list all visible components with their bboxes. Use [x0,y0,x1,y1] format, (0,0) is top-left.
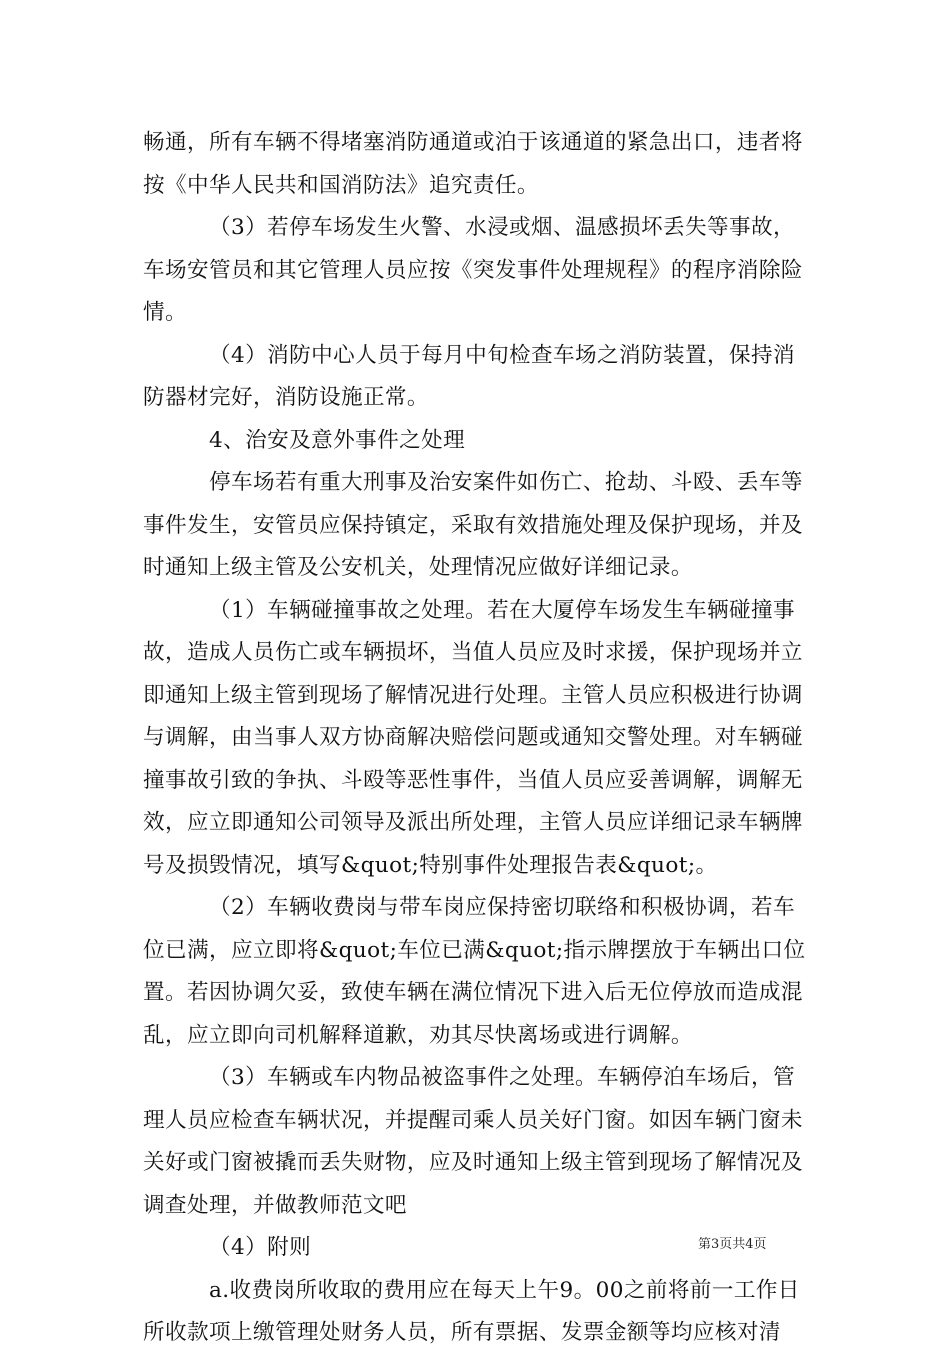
paragraph-3: （4）消防中心人员于每月中旬检查车场之消防装置，保持消防器材完好，消防设施正常。 [143,342,795,410]
paragraph-8: （3）车辆或车内物品被盗事件之处理。车辆停泊车场后，管理人员应检查车辆状况，并提醒司乘人员关好门窗。如因车辆门窗未关好或门窗被撬而丢失财物，应及时通知上级主管到现场了解情况及调查处理，并做教师范文吧 [143,1065,803,1218]
paragraph-1: 畅通，所有车辆不得堵塞消防通道或泊于该通道的紧急出口，违者将按《中华人民共和国消防法》追究责任。 [143,130,803,198]
paragraph-10: a.收费岗所收取的费用应在每天上午9。00之前将前一工作日所收款项上缴管理处财务人员，所有票据、发票金额等均应核对清 [143,1277,800,1345]
paragraph-9: （4）附则 [209,1235,312,1260]
paragraph-7: （2）车辆收费岗与带车岗应保持密切联络和积极协调，若车位已满，应立即将&quot;车位已满&quot;指示牌摆放于车辆出口位置。若因协调欠妥，致使车辆在满位情况下进入后无位停放而造成混乱，应立即向司机解释道歉，劝其尽快离场或进行调解。 [143,895,806,1048]
paragraph-5: 停车场若有重大刑事及治安案件如伤亡、抢劫、斗殴、丢车等事件发生，安管员应保持镇定，采取有效措施处理及保护现场，并及时通知上级主管及公安机关，处理情况应做好详细记录。 [143,470,803,580]
page-number: 第3页共4页 [698,1237,767,1252]
section-heading: 4、治安及意外事件之处理 [209,427,466,453]
paragraph-2: （3）若停车场发生火警、水浸或烟、温感损坏丢失等事故，车场安管员和其它管理人员应按《突发事件处理规程》的程序消除险情。 [143,215,803,325]
document-body [143,122,815,1355]
paragraph-6: （1）车辆碰撞事故之处理。若在大厦停车场发生车辆碰撞事故，造成人员伤亡或车辆损坏，当值人员应及时求援，保护现场并立即通知上级主管到现场了解情况进行处理。主管人员应积极进行协调与调解，由当事人双方协商解决赔偿问题或通知交警处理。对车辆碰撞事故引致的争执、斗殴等恶性事件，当值人员应妥善调解，调解无效，应立即通知公司领导及派出所处理，主管人员应详细记录车辆牌号及损毁情况，填写&quot;特别事件处理报告表&quot;。 [143,597,803,878]
